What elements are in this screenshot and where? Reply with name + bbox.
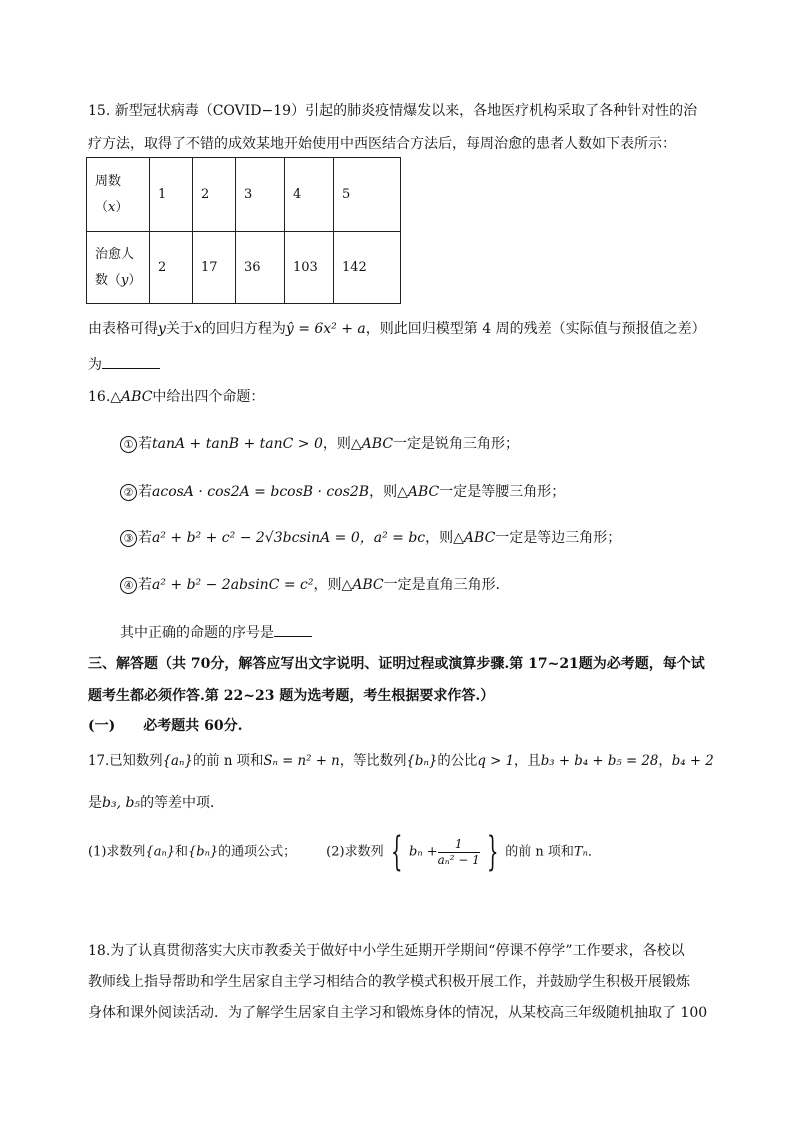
table-cell: 1	[150, 158, 193, 232]
q16-proposition-3	[120, 527, 621, 547]
formula: a² + b² + c² − 2√3bcsinA = 0，a² = bc	[152, 530, 426, 546]
fraction	[438, 837, 480, 868]
text: 若	[138, 484, 152, 500]
text: 一定是等边三角形；	[495, 530, 622, 546]
formula: acosA · cos2A = bcosB · cos2B	[152, 484, 370, 500]
header-text: ）	[128, 272, 142, 288]
number-mark: ④	[120, 577, 137, 594]
table-cell: 4	[285, 158, 334, 232]
text: (2)求数列	[326, 844, 384, 860]
number-mark: ③	[120, 530, 137, 547]
table-header-weeks	[87, 158, 150, 232]
table-header-cured	[87, 232, 150, 304]
number-mark: ②	[120, 484, 137, 501]
q17-parts	[88, 829, 601, 875]
triangle-label: △ABC	[397, 484, 440, 500]
q16-title	[88, 386, 264, 406]
text: 若	[138, 530, 152, 546]
formula: bₙ +	[409, 844, 438, 860]
table-cell: 17	[193, 232, 236, 304]
q18-line-3: 身体和课外阅读活动．为了解学生居家自主学习和锻炼身体的情况，从某校高三年级随机抽取了 100	[88, 1005, 708, 1021]
answer-blank[interactable]	[102, 354, 160, 369]
formula: a² + b² − 2absinC = c²	[152, 577, 314, 593]
text: 是	[88, 795, 102, 811]
text: ，且	[514, 753, 541, 769]
table-cell: 36	[236, 232, 285, 304]
text: 和	[174, 844, 188, 860]
sequence-a: {aₙ}	[145, 844, 175, 860]
sequence-b: {bₙ}	[188, 844, 219, 860]
header-text: 数（	[95, 272, 122, 288]
sequence-b: {bₙ}	[406, 753, 438, 769]
q15-line-3	[88, 318, 706, 338]
text: 若	[138, 577, 152, 593]
header-var: x	[108, 199, 116, 215]
sequence-a: {aₙ}	[162, 753, 193, 769]
var-x: x	[193, 321, 202, 337]
fraction-denominator: aₙ² − 1	[437, 852, 480, 867]
text: 由表格可得	[88, 321, 158, 337]
text: 的前 n 项和	[505, 844, 574, 860]
text: ，等比数列	[339, 753, 407, 769]
text: ，则	[322, 436, 351, 452]
triangle-label: △ABC	[350, 436, 394, 452]
text: (1)求数列	[88, 844, 146, 860]
formula: b₃, b₅	[102, 795, 141, 811]
header-text: ）	[115, 199, 129, 215]
text: 的通项公式；	[218, 844, 297, 860]
section-3-line-1: 三、解答题（共 70分，解答应写出文字说明、证明过程或演算步骤.第 17~21题为必考题，每个试	[88, 656, 705, 672]
q15-line-4	[88, 354, 160, 374]
q18-line-1: 18.为了认真贯彻落实大庆市教委关于做好中小学生延期开学期间“停课不停学”工作要求，各校以	[88, 943, 685, 959]
text: 为	[88, 357, 102, 373]
text: ，则此回归模型第 4 周的残差（实际值与预报值之差）	[365, 321, 706, 337]
formula: b₃ + b₄ + b₅ = 28	[540, 753, 659, 769]
text: 一定是等腰三角形；	[439, 484, 566, 500]
triangle-label: △ABC	[453, 530, 496, 546]
table-row	[87, 232, 401, 304]
regression-equation: ŷ = 6x² + a	[285, 321, 366, 337]
q16-proposition-4	[120, 574, 510, 594]
triangle-label: △ABC	[341, 577, 384, 593]
answer-blank[interactable]	[274, 622, 312, 637]
formula: Sₙ = n² + n	[263, 753, 340, 769]
q16-answer-prompt	[120, 622, 312, 642]
formula: tanA + tanB + tanC > 0	[152, 436, 323, 452]
q17-line-2	[88, 792, 224, 812]
q16-proposition-2	[120, 481, 565, 501]
header-text: 周数	[95, 173, 122, 189]
fraction-numerator: 1	[438, 837, 480, 853]
formula: Tₙ	[573, 844, 588, 860]
table-cell: 142	[334, 232, 401, 304]
section-3-subheading: (一) 必考题共 60分.	[88, 718, 243, 734]
weekly-cure-table	[86, 157, 401, 304]
text: ．	[587, 844, 601, 860]
formula: b₄ + 2	[671, 753, 714, 769]
q16-proposition-1	[120, 433, 519, 453]
formula: q > 1	[477, 753, 515, 769]
text: ，则	[369, 484, 398, 500]
text: 的前 n 项和	[192, 753, 264, 769]
right-brace-icon: }	[486, 829, 499, 875]
q15-line-1: 15. 新型冠状病毒（COVID−19）引起的肺炎疫情爆发以来，各地医疗机构采取了各种针对性的治	[88, 103, 698, 119]
header-var: y	[121, 272, 129, 288]
q15-line-2: 疗方法，取得了不错的成效某地开始使用中西医结合方法后，每周治愈的患者人数如下表所示：	[88, 136, 676, 152]
text: 的等差中项．	[140, 795, 225, 811]
header-text: （	[95, 199, 109, 215]
triangle-label: △ABC	[110, 389, 153, 405]
table-cell: 103	[285, 232, 334, 304]
table-cell: 2	[193, 158, 236, 232]
text: 中给出四个命题：	[152, 389, 265, 405]
table-cell: 5	[334, 158, 401, 232]
header-text: 治愈人	[95, 246, 135, 262]
text: 一定是直角三角形．	[383, 577, 510, 593]
text: ，	[658, 753, 672, 769]
text: 16.	[88, 389, 111, 405]
text: 的回归方程为	[201, 321, 286, 337]
table-row	[87, 158, 401, 232]
table-cell: 3	[236, 158, 285, 232]
text: 的公比	[437, 753, 478, 769]
var-y: y	[158, 321, 166, 337]
table-cell: 2	[150, 232, 193, 304]
text: 若	[138, 436, 152, 452]
text: 17.已知数列	[88, 753, 163, 769]
q17-line-1	[88, 750, 714, 770]
section-3-line-2: 题考生都必须作答.第 22~23 题为选考题，考生根据要求作答.）	[88, 688, 495, 704]
text: ，则	[313, 577, 342, 593]
number-mark: ①	[120, 436, 137, 453]
text: ，则	[425, 530, 454, 546]
text: 其中正确的命题的序号是	[120, 625, 274, 641]
text: 关于	[165, 321, 194, 337]
text: 一定是锐角三角形；	[393, 436, 520, 452]
left-brace-icon: {	[390, 829, 403, 875]
q18-line-2: 教师线上指导帮助和学生居家自主学习相结合的教学模式积极开展工作，并鼓励学生积极开展锻炼	[88, 974, 690, 990]
